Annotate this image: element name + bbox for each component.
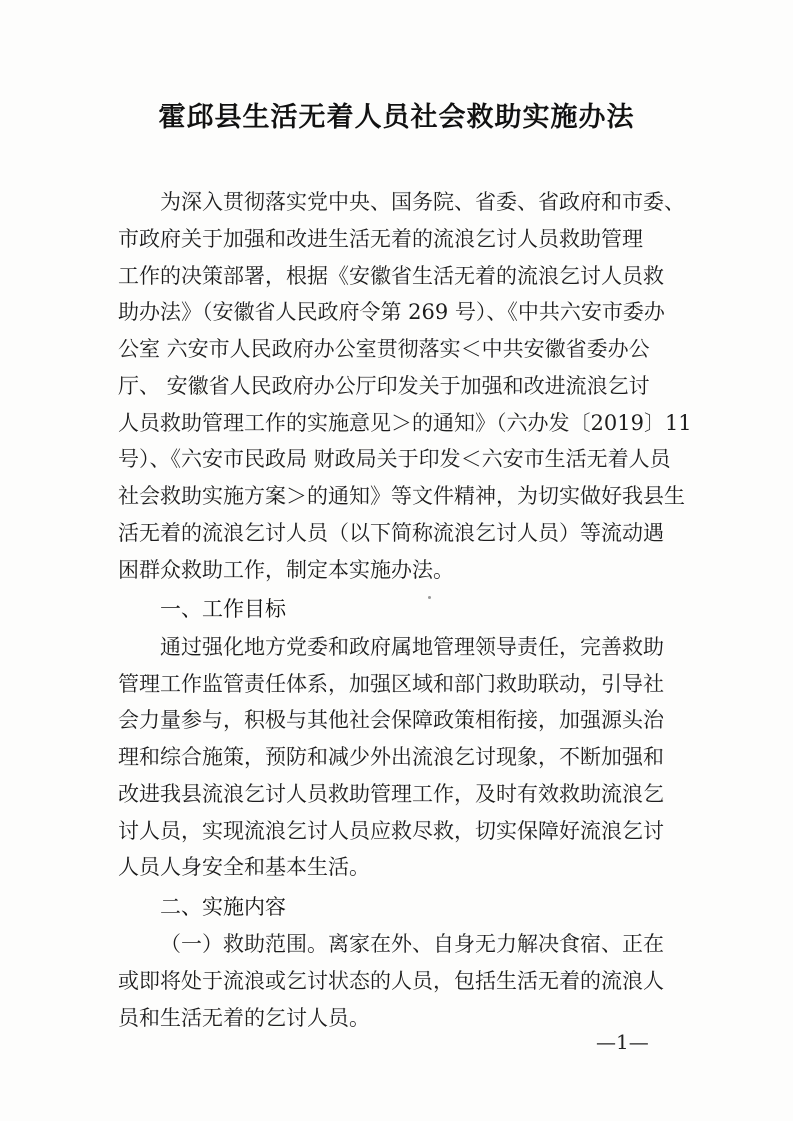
paragraph-line: 理和综合施策，预防和减少外出流浪乞讨现象，不断加强和 bbox=[118, 745, 664, 770]
paragraph-line: 或即将处于流浪或乞讨状态的人员，包括生活无着的流浪人 bbox=[118, 969, 664, 994]
paragraph-line: 厅、 安徽省人民政府办公厅印发关于加强和改进流浪乞讨 bbox=[118, 373, 650, 398]
section-heading-content: 二、实施内容 bbox=[160, 894, 286, 919]
paragraph-line: 公室 六安市人民政府办公室贯彻落实＜中共安徽省委办公 bbox=[118, 337, 650, 362]
paragraph-line: 管理工作监管责任体系，加强区域和部门救助联动，引导社 bbox=[118, 671, 664, 696]
paragraph-line: 人员救助管理工作的实施意见＞的通知》（六办发〔2019〕11 bbox=[118, 410, 692, 435]
paragraph-line: 人员人身安全和基本生活。 bbox=[118, 855, 370, 880]
page-number: —1— bbox=[596, 1030, 649, 1054]
paragraph-line: 改进我县流浪乞讨人员救助管理工作，及时有效救助流浪乞 bbox=[118, 781, 664, 806]
paragraph-line: 助办法》（安徽省人民政府令第 269 号）、《中共六安市委办 bbox=[118, 300, 665, 325]
paragraph-line: 社会救助实施方案＞的通知》等文件精神，为切实做好我县生 bbox=[118, 484, 685, 509]
scan-speck bbox=[428, 596, 431, 599]
paragraph-line: 为深入贯彻落实党中央、国务院、省委、省政府和市委、 bbox=[160, 190, 685, 214]
paragraph-line: 通过强化地方党委和政府属地管理领导责任，完善救助 bbox=[160, 634, 664, 659]
paragraph-line: 活无着的流浪乞讨人员（以下简称流浪乞讨人员）等流动遇 bbox=[118, 520, 664, 545]
paragraph-line: 会力量参与，积极与其他社会保障政策相衔接，加强源头治 bbox=[118, 708, 664, 733]
paragraph-line: （一）救助范围。离家在外、自身无力解决食宿、正在 bbox=[160, 932, 664, 957]
paragraph-line: 号）、《六安市民政局 财政局关于印发＜六安市生活无着人员 bbox=[118, 447, 671, 472]
paragraph-line: 市政府关于加强和改进生活无着的流浪乞讨人员救助管理 bbox=[118, 226, 643, 251]
paragraph-line: 工作的决策部署，根据《安徽省生活无着的流浪乞讨人员救 bbox=[118, 263, 664, 288]
paragraph-line: 讨人员，实现流浪乞讨人员应救尽救，切实保障好流浪乞讨 bbox=[118, 818, 664, 843]
paragraph-line: 困群众救助工作，制定本实施办法。 bbox=[118, 557, 454, 582]
section-heading-goals: 一、工作目标 bbox=[160, 597, 286, 622]
document-title: 霍邱县生活无着人员社会救助实施办法 bbox=[158, 102, 635, 133]
paragraph-line: 员和生活无着的乞讨人员。 bbox=[118, 1006, 370, 1030]
